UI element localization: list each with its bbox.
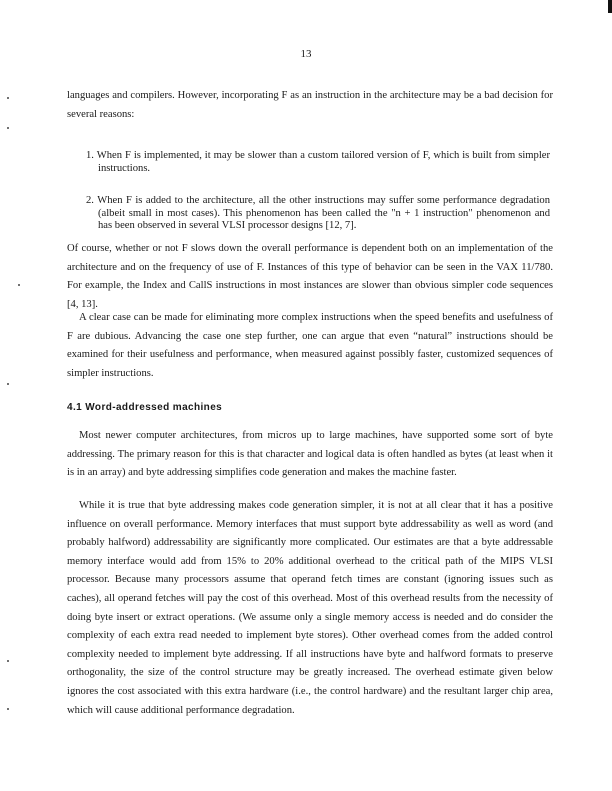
paragraph-clear-case: A clear case can be made for eliminating more complex instructions when the speed benefits and usefulness of F are dubious. Advancing the case one step further, one can argue that even “natural” instructions should be examined for their usefulness and performance, when measured against possibly faster, customized sequences of simpler instructions. bbox=[67, 312, 553, 379]
list-text: When F is added to the architecture, all the other instructions may suffer some performance degradation (albeit small in most cases). This phenomenon has been called the "n + 1 instruction" phenomenon and has been observed in several VLSI processor designs [12, 7]. bbox=[97, 195, 550, 232]
paragraph-while: While it is true that byte addressing makes code generation simpler, it is not at all clear that it has a positive influence on overall performance. Memory interfaces that must support byte addressability as well as word (and probably halfword) addressability are significantly more complicated. Our estimates are that a byte addressable memory interface would add from 15% to 20% additional overhead to the critical path of the MIPS VLSI processor. Because many processors assume that operand fetch times are constant (ignoring issues such as caches), all operand fetches will pay the cost of this overhead. Most of this overhead results from the necessity of doing byte insert or extract operations. (We assume only a single memory access is needed and do consider the complexity of each extra read needed to implement byte stores). Other overhead comes from the added control complexity needed to implement byte addressing. If all instructions have byte and halfword formats to preserve orthogonality, the size of the control structure may be greatly increased. The overhead estimate given below ignores the cost associated with this extra hardware (i.e., the control hardware) and the resultant larger chip area, which will cause additional performance degradation. bbox=[67, 500, 553, 716]
list-marker: 1. bbox=[86, 150, 94, 161]
scan-corner-mark bbox=[608, 0, 612, 13]
list-marker: 2. bbox=[86, 195, 94, 206]
page-number: 13 bbox=[300, 48, 312, 60]
scan-speck bbox=[18, 284, 20, 286]
section-heading: 4.1 Word-addressed machines bbox=[67, 402, 223, 413]
scan-speck bbox=[7, 660, 9, 662]
list-item-2 bbox=[86, 195, 550, 233]
list-item-1 bbox=[86, 150, 550, 175]
intro-paragraph: languages and compilers. However, incorporating F as an instruction in the architecture may be a bad decision for several reasons: bbox=[67, 90, 553, 120]
scan-speck bbox=[7, 383, 9, 385]
paragraph-most-newer: Most newer computer architectures, from micros up to large machines, have supported some sort of byte addressing. The primary reason for this is that character and logical data is often handled as bytes (at least when it is in an array) and byte addressing simplifies code generation and makes the machine faster. bbox=[67, 430, 553, 479]
scan-speck bbox=[7, 97, 9, 99]
list-text: When F is implemented, it may be slower than a custom tailored version of F, which is built from simpler instructions. bbox=[96, 150, 550, 174]
scan-speck bbox=[7, 127, 9, 129]
paragraph-of-course: Of course, whether or not F slows down the overall performance is dependent both on an implementation of the architecture and on the frequency of use of F. Instances of this type of behavior can be seen in the VAX 11/780. For example, the Index and CallS instructions in most instances are slower than obvious simpler code sequences [4, 13]. bbox=[67, 243, 553, 310]
scan-speck bbox=[7, 708, 9, 710]
